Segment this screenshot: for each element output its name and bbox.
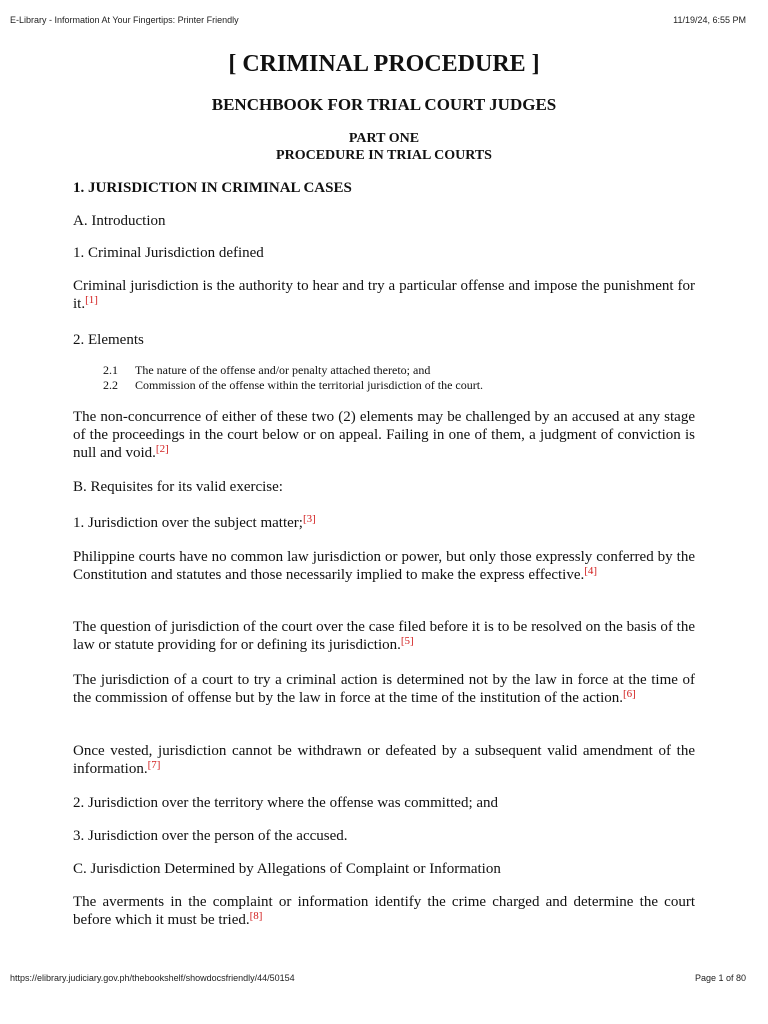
elements-heading: 2. Elements xyxy=(73,332,144,348)
subsection-c-heading: C. Jurisdiction Determined by Allegations of Complaint or Information xyxy=(73,861,501,877)
subject-matter-paragraph xyxy=(73,514,695,532)
averments-paragraph xyxy=(73,893,695,929)
document-title: [ CRIMINAL PROCEDURE ] xyxy=(228,51,540,77)
print-header xyxy=(10,15,746,25)
defined-paragraph xyxy=(73,277,695,313)
part-heading xyxy=(73,130,695,164)
print-footer xyxy=(10,973,746,983)
determined-text: The jurisdiction of a court to try a criminal action is determined not by the law in force at the time of the commission of offense but by the law in force at the time of the institution of the action. xyxy=(73,672,695,706)
philippine-courts-paragraph xyxy=(73,548,695,584)
print-footer-url: https://elibrary.judiciary.gov.ph/thebookshelf/showdocsfriendly/44/50154 xyxy=(10,973,295,983)
section-heading: 1. JURISDICTION IN CRIMINAL CASES xyxy=(73,180,352,196)
list-item xyxy=(103,378,695,393)
list-item-text: Commission of the offense within the territorial jurisdiction of the court. xyxy=(135,378,484,392)
subject-matter-text: 1. Jurisdiction over the subject matter; xyxy=(73,515,303,531)
averments-text: The averments in the complaint or information identify the crime charged and determine the court before which it must be tried. xyxy=(73,894,695,928)
footnote-link-6[interactable]: [6] xyxy=(623,688,636,700)
nonconcurrence-text: The non-concurrence of either of these two (2) elements may be challenged by an accused at any stage of the proceedings in the court below or on appeal. Failing in one of them, a judgment of conviction is null and void. xyxy=(73,409,695,461)
defined-text: Criminal jurisdiction is the authority to hear and try a particular offense and impose the punishment for it. xyxy=(73,278,695,312)
list-item-number: 2.1 xyxy=(103,363,118,377)
vested-paragraph xyxy=(73,742,695,778)
footnote-link-3[interactable]: [3] xyxy=(302,513,316,525)
print-footer-page: Page 1 of 80 xyxy=(694,973,746,983)
subsection-b-heading: B. Requisites for its valid exercise: xyxy=(73,479,283,495)
determined-paragraph xyxy=(73,671,695,707)
footnote-link-7[interactable]: [7] xyxy=(147,759,161,771)
question-paragraph xyxy=(73,618,695,654)
footnote-link-2[interactable]: [2] xyxy=(155,443,169,455)
philippine-courts-text: Philippine courts have no common law jurisdiction or power, but only those expressly conferred by the Constitution and statutes and those necessarily implied to make the express effective. xyxy=(73,549,695,583)
territory-paragraph: 2. Jurisdiction over the territory where the offense was committed; and xyxy=(73,795,499,811)
elements-list xyxy=(103,363,695,393)
person-paragraph: 3. Jurisdiction over the person of the accused. xyxy=(73,828,348,844)
subsection-a-heading: A. Introduction xyxy=(73,213,166,229)
part-label: PART ONE xyxy=(348,131,420,146)
footnote-link-8[interactable]: [8] xyxy=(249,910,263,922)
list-item-text: The nature of the offense and/or penalty attached thereto; and xyxy=(135,363,431,377)
list-item-number: 2.2 xyxy=(103,378,118,392)
question-text: The question of jurisdiction of the court over the case filed before it is to be resolved on the basis of the law or statute providing for or defining its jurisdiction. xyxy=(73,619,695,653)
print-header-title: E-Library - Information At Your Fingertips: Printer Friendly xyxy=(10,15,239,25)
list-item xyxy=(103,363,695,378)
document-subtitle: BENCHBOOK FOR TRIAL COURT JUDGES xyxy=(211,95,557,114)
vested-text: Once vested, jurisdiction cannot be withdrawn or defeated by a subsequent valid amendment of the information. xyxy=(73,743,695,777)
footnote-link-1[interactable]: [1] xyxy=(85,294,98,306)
footnote-link-4[interactable]: [4] xyxy=(584,565,598,577)
nonconcurrence-paragraph xyxy=(73,408,695,462)
part-title: PROCEDURE IN TRIAL COURTS xyxy=(276,148,492,163)
footnote-link-5[interactable]: [5] xyxy=(400,635,414,647)
print-header-datetime: 11/19/24, 6:55 PM xyxy=(673,15,746,25)
defined-heading: 1. Criminal Jurisdiction defined xyxy=(73,245,264,261)
